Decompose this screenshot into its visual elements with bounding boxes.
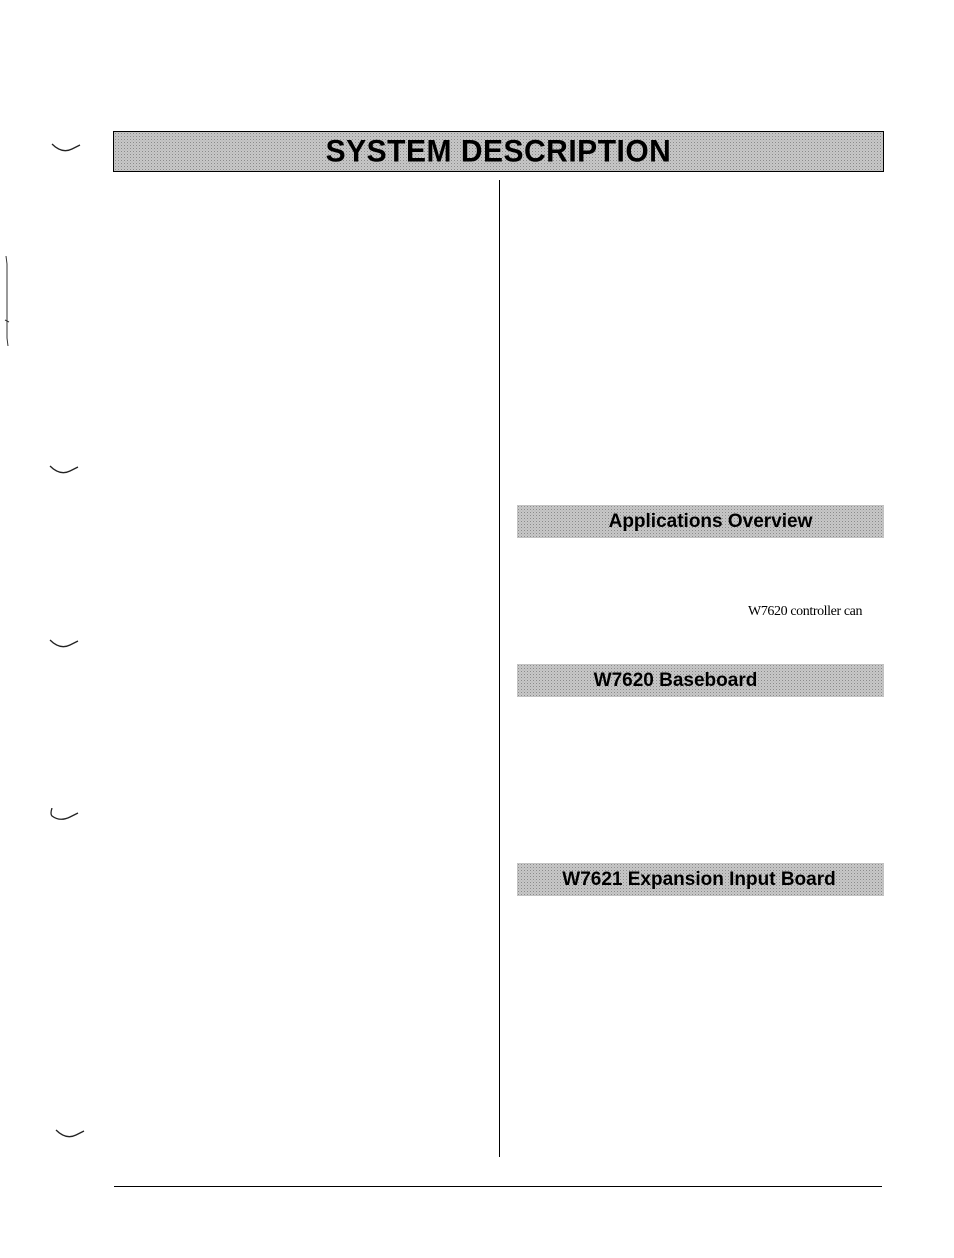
footer-rule (114, 1186, 882, 1187)
binder-hole-mark-icon (48, 636, 88, 652)
page-edge-mark (0, 250, 20, 350)
section-heading-w7621-expansion-input-board (517, 863, 884, 896)
binder-hole-mark-icon (50, 140, 90, 156)
section-heading-applications-overview (517, 505, 884, 538)
section-heading-w7620-baseboard (517, 664, 884, 697)
page-title: SYSTEM DESCRIPTION (325, 133, 672, 169)
page-title-banner (113, 131, 884, 172)
section-heading-label: W7621 Expansion Input Board (562, 868, 836, 890)
binder-hole-mark-icon (48, 462, 88, 478)
section-heading-label: W7620 Baseboard (593, 669, 758, 691)
binder-hole-mark-icon (54, 1126, 94, 1142)
body-text-fragment: W7620 controller can (748, 604, 863, 619)
column-divider (499, 180, 500, 1157)
section-heading-label: Applications Overview (608, 510, 813, 532)
binder-hole-mark-icon (48, 808, 88, 824)
